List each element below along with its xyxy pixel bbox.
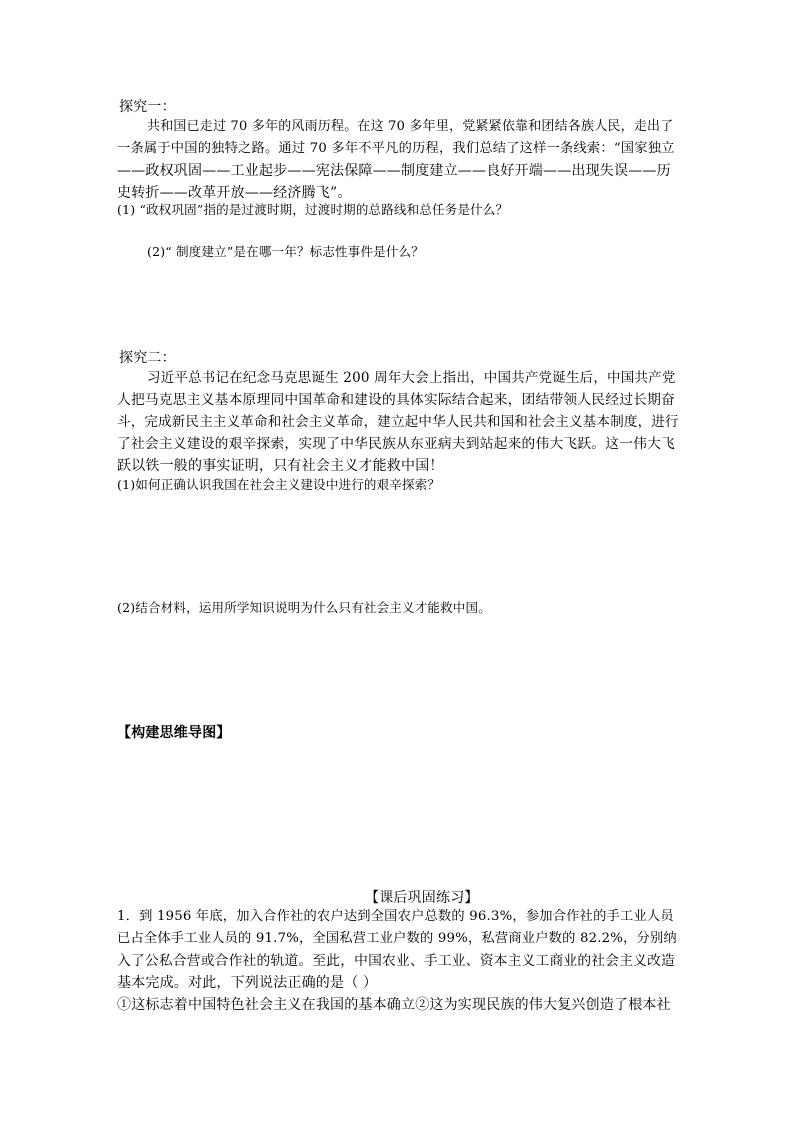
- explore2-question-1: (1)如何正确认识我国在社会主义建设中进行的艰辛探索？: [117, 477, 441, 492]
- explore2-para-line-2: 人把马克思主义基本原理同中国革命和建设的具体实际结合起来，团结带领人民经过长期奋: [117, 392, 676, 408]
- explore1-question-2: (2)“ 制度建立”是在哪一年？标志性事件是什么？: [147, 244, 424, 259]
- explore2-para-line-5: 跃以铁一般的事实证明，只有社会主义才能救中国！: [117, 458, 444, 474]
- practice-heading: 【课后巩固练习】: [365, 890, 479, 906]
- practice-q1-line-2: 已占全体手工业人员的 91.7%，全国私营工业户数的 99%，私营商业户数的 82.2%，分别纳: [117, 931, 677, 946]
- explore1-heading: 探究一：: [119, 99, 176, 115]
- explore2-para-line-3: 斗，完成新民主主义革命和社会主义革命，建立起中华人民共和国和社会主义基本制度，进行: [117, 414, 679, 430]
- explore2-para-line-1: 习近平总书记在纪念马克思诞生 200 周年大会上指出，中国共产党诞生后，中国共产党: [147, 370, 676, 386]
- explore1-para-line-2: 一条属于中国的独特之路。通过 70 多年不平凡的历程，我们总结了这样一条线索：“国家独立: [117, 141, 675, 156]
- explore1-para-line-1: 共和国已走过 70 多年的风雨历程。在这 70 多年里，党紧紧依靠和团结各族人民，走出了: [147, 119, 674, 134]
- explore1-para-line-3: ——政权巩固——工业起步——宪法保障——制度建立——良好开端——出现失误——历: [117, 163, 671, 179]
- explore2-question-2: (2)结合材料，运用所学知识说明为什么只有社会主义才能救中国。: [117, 600, 491, 615]
- practice-q1-line-1: 1．到 1956 年底，加入合作社的农户达到全国农户总数的 96.3%，参加合作社的手工业人员: [117, 909, 674, 924]
- explore2-para-line-4: 了社会主义建设的艰辛探索，实现了中华民族从东亚病夫到站起来的伟大飞跃。这一伟大飞: [117, 436, 676, 452]
- explore1-question-1: (1) “政权巩固”指的是过渡时期，过渡时期的总路线和总任务是什么？: [117, 202, 509, 217]
- mindmap-heading: 【构建思维导图】: [117, 725, 231, 741]
- practice-q1-line-5: ①这标志着中国特色社会主义在我国的基本确立②这为实现民族的伟大复兴创造了根本社: [117, 997, 671, 1013]
- practice-q1-line-4: 基本完成。对此，下列说法正确的是（ ）: [117, 975, 378, 991]
- practice-q1-line-3: 入了公私合营或合作社的轨道。至此，中国农业、手工业、资本主义工商业的社会主义改造: [117, 953, 676, 969]
- explore2-heading: 探究二：: [119, 350, 176, 366]
- explore1-para-line-4: 史转折——改革开放——经济腾飞”。: [117, 185, 352, 201]
